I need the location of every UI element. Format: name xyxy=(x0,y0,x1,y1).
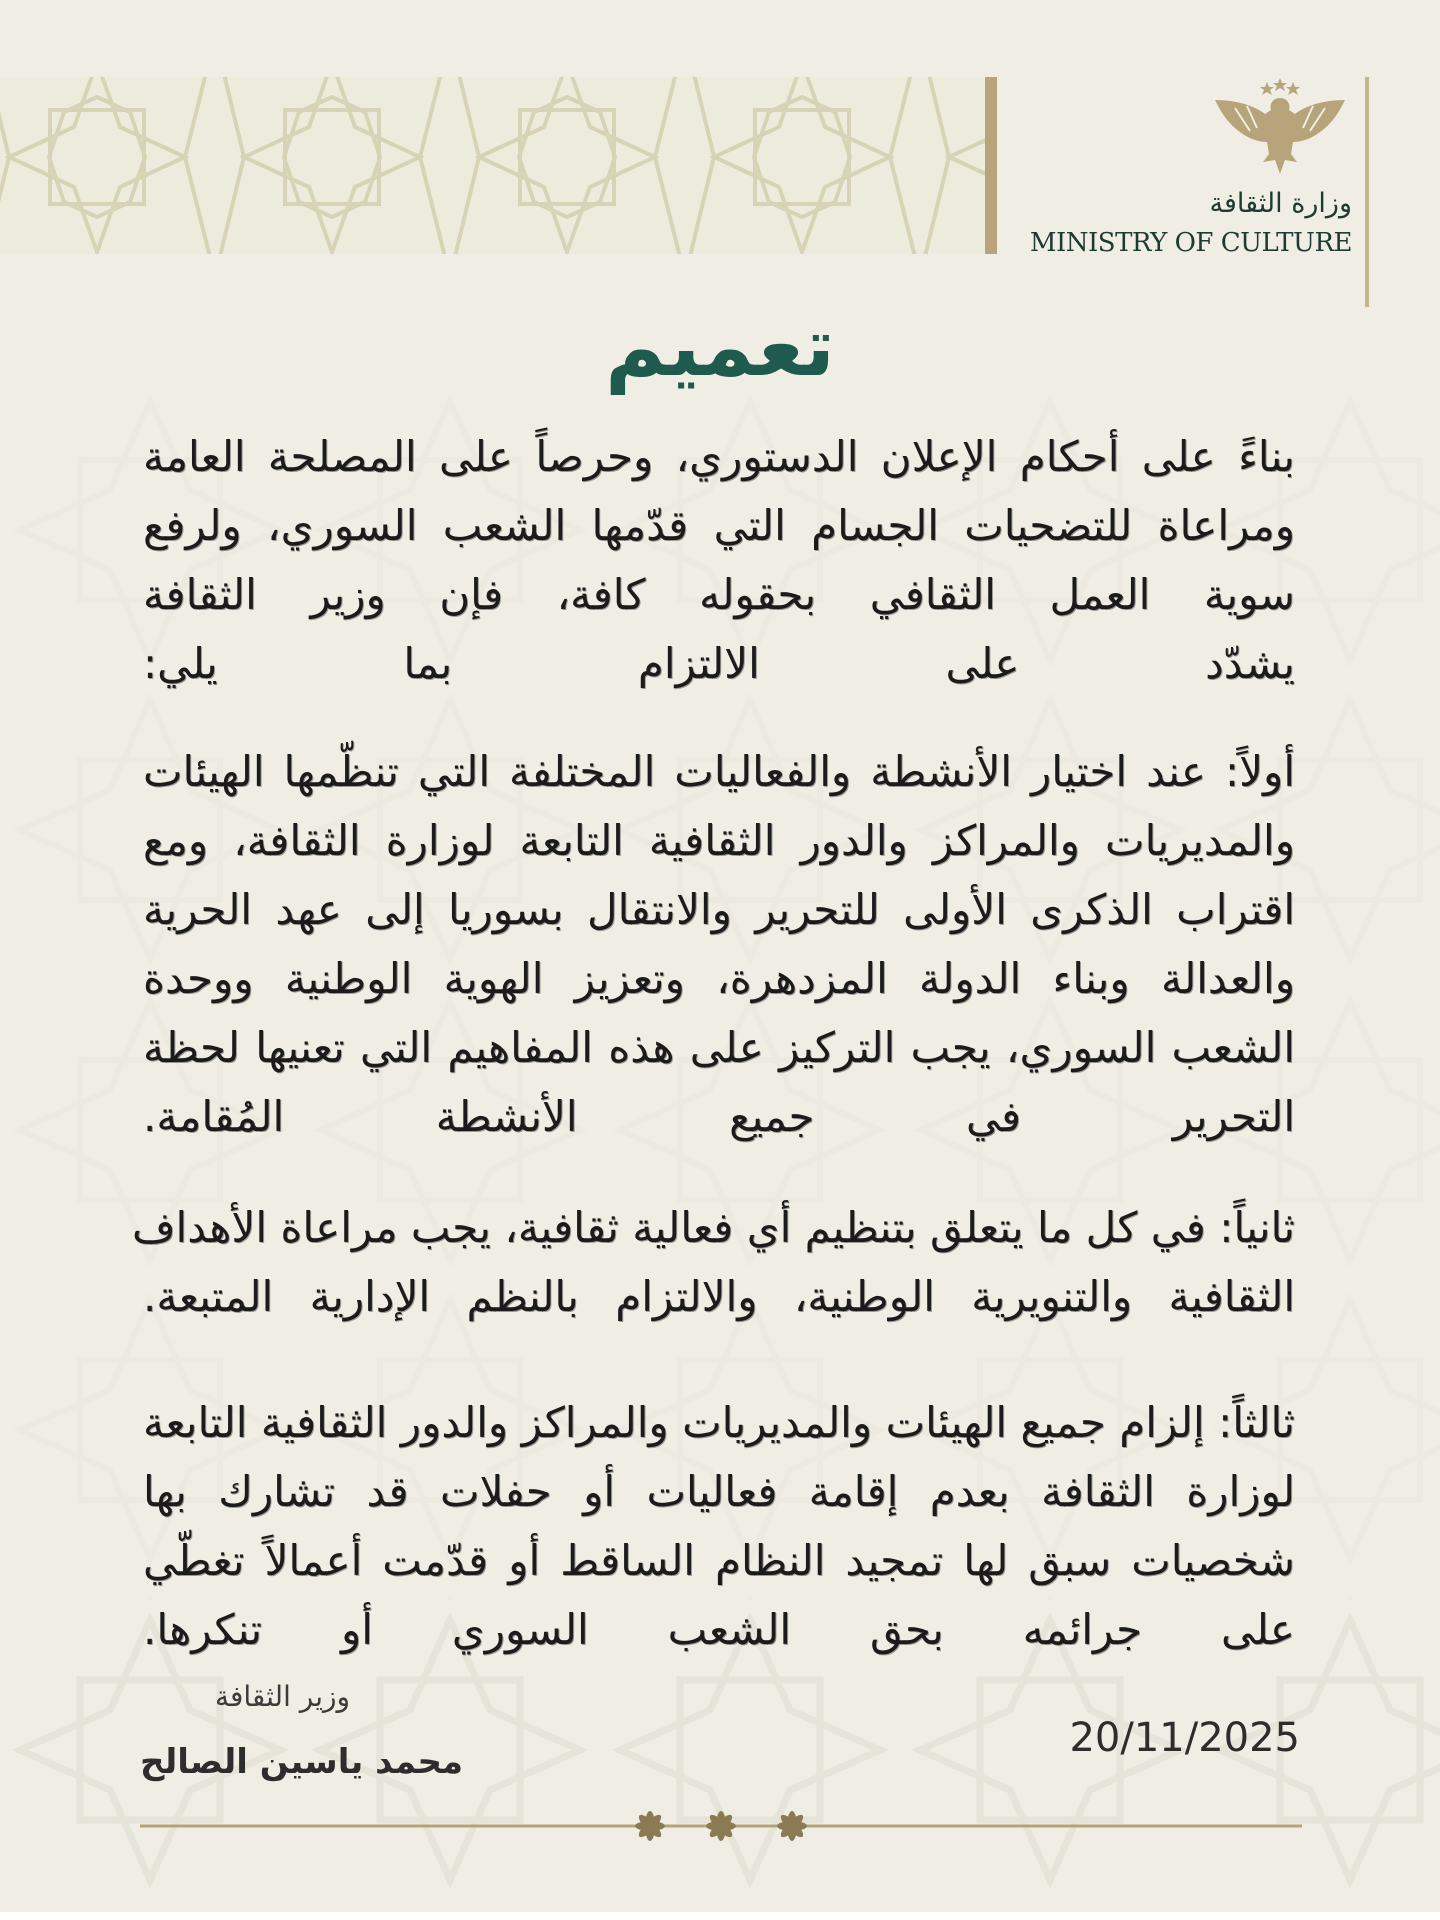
flower-icon xyxy=(706,1811,736,1841)
flower-icon xyxy=(777,1811,807,1841)
document-date: 20/11/2025 xyxy=(1069,1715,1300,1761)
document-title: تعميم xyxy=(605,300,835,395)
text-line: التحرير في جميع الأنشطة المُقامة. xyxy=(143,1092,1295,1141)
paragraph-second xyxy=(132,1193,1295,1331)
text-line: والعدالة وبناء الدولة المزدهرة، وتعزيز الهوية الوطنية ووحدة xyxy=(143,954,1295,1003)
text-line: سوية العمل الثقافي بحقوله كافة، فإن وزير الثقافة xyxy=(143,570,1295,619)
text-line: ومراعاة للتضحيات الجسام التي قدّمها الشعب السوري، ولرفع xyxy=(143,501,1295,550)
islamic-star-pattern xyxy=(0,77,985,254)
header-gold-bar xyxy=(985,77,997,254)
flower-icon xyxy=(635,1811,665,1841)
text-line: بناءً على أحكام الإعلان الدستوري، وحرصاً على المصلحة العامة xyxy=(143,432,1295,481)
text-line: أولاً: عند اختيار الأنشطة والفعاليات المختلفة التي تنظّمها الهيئات xyxy=(143,747,1295,796)
logo-arabic-text: وزارة الثقافة xyxy=(1209,188,1352,219)
paragraph-first xyxy=(143,737,1295,1151)
text-line: والمديريات والمراكز والدور الثقافية التابعة لوزارة الثقافة، ومع xyxy=(143,816,1295,865)
text-line: اقتراب الذكرى الأولى للتحرير والانتقال بسوريا إلى عهد الحرية xyxy=(143,885,1295,934)
text-line: الثقافية والتنويرية الوطنية، والالتزام بالنظم الإدارية المتبعة. xyxy=(143,1272,1295,1321)
signatory-name: محمد ياسين الصالح xyxy=(140,1742,464,1782)
bottom-edge xyxy=(0,1912,1440,1920)
logo-english-text: MINISTRY OF CULTURE xyxy=(1029,228,1352,258)
text-line: الشعب السوري، يجب التركيز على هذه المفاهيم التي تعنيها لحظة xyxy=(143,1023,1295,1072)
text-line: شخصيات سبق لها تمجيد النظام الساقط أو قدّمت أعمالاً تغطّي xyxy=(143,1536,1295,1585)
text-line: ثانياً: في كل ما يتعلق بتنظيم أي فعالية ثقافية، يجب مراعاة الأهداف xyxy=(132,1203,1295,1252)
text-line: ثالثاً: إلزام جميع الهيئات والمديريات والمراكز والدور الثقافية التابعة xyxy=(143,1398,1295,1447)
paragraph-preamble xyxy=(143,422,1295,698)
header-pattern-band xyxy=(0,77,985,254)
eagle-emblem-icon xyxy=(1205,76,1355,176)
footer-ornament xyxy=(140,1800,1302,1850)
text-line: لوزارة الثقافة بعدم إقامة فعاليات أو حفلات قد تشارك بها xyxy=(143,1467,1295,1516)
text-line: يشدّد على الالتزام بما يلي: xyxy=(143,639,1295,688)
paragraph-third xyxy=(143,1388,1295,1664)
logo-divider xyxy=(1365,77,1369,307)
text-line: على جرائمه بحق الشعب السوري أو تنكرها. xyxy=(143,1605,1295,1654)
signatory-title: وزير الثقافة xyxy=(215,1680,351,1713)
